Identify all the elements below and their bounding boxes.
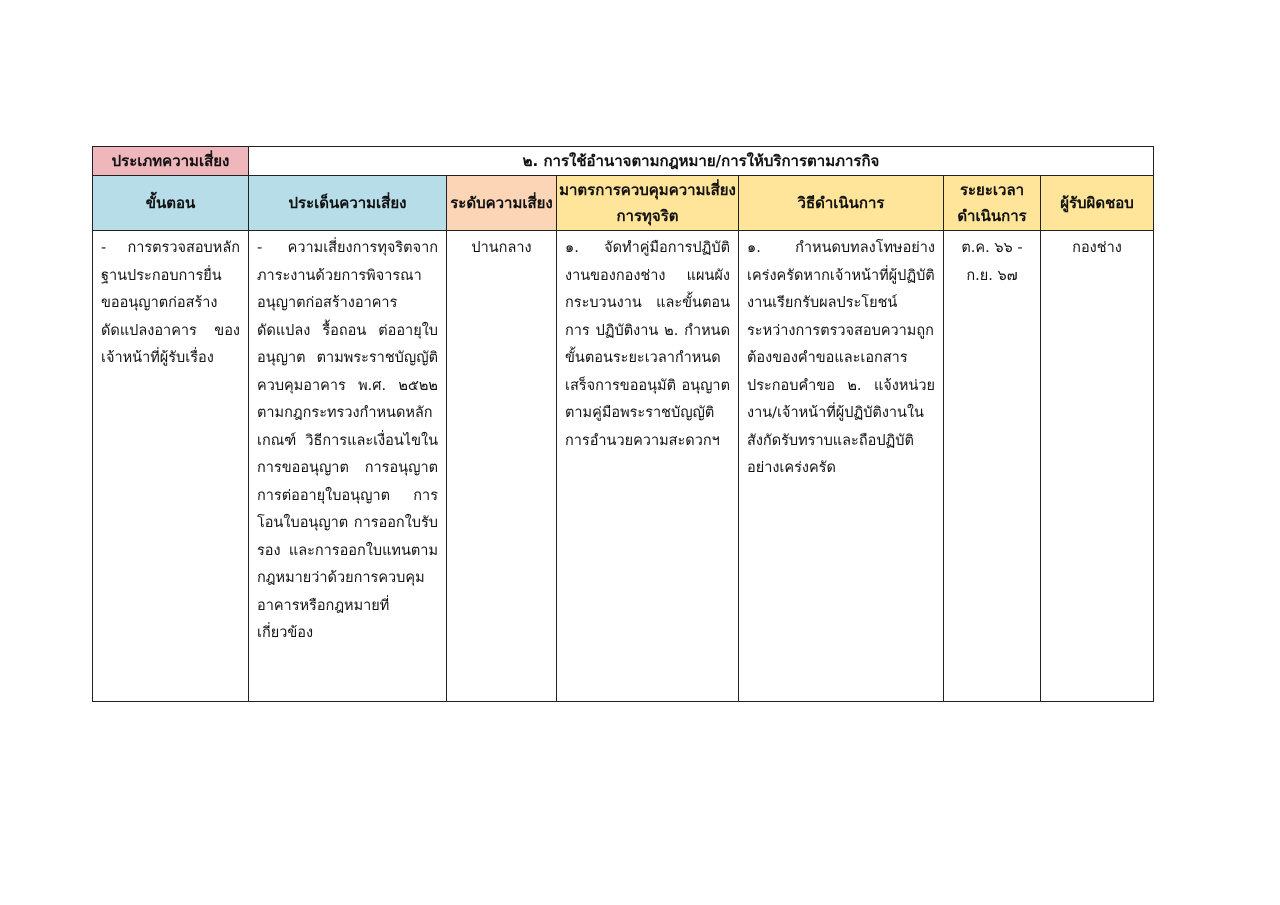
- cell-duration-text: ต.ค. ๖๖ - ก.ย. ๖๗: [961, 240, 1023, 284]
- column-header-responsible: ผู้รับผิดชอบ: [1041, 176, 1154, 231]
- column-header-risk-issue: ประเด็นความเสี่ยง: [249, 176, 447, 231]
- cell-responsible-text: กองช่าง: [1072, 240, 1122, 256]
- risk-type-title: ๒. การใช้อำนาจตามกฎหมาย/การให้บริการตามภารกิจ: [249, 147, 1154, 176]
- cell-responsible: [1041, 231, 1154, 702]
- cell-method-text: ๑. กำหนดบทลงโทษอย่างเคร่งครัดหากเจ้าหน้าที่ผู้ปฏิบัติงานเรียกรับผลประโยชน์ระหว่างการตรวจสอบความถูกต้องของคำขอและเอกสารประกอบคำขอ ๒. แจ้งหน่วยงาน/เจ้าหน้าที่ผู้ปฏิบัติงานในสังกัดรับทราบและถือปฏิบัติอย่างเคร่งครัด: [747, 240, 935, 476]
- cell-risk-level-text: ปานกลาง: [471, 240, 532, 256]
- cell-control-measures: [557, 231, 739, 702]
- column-header-duration: ระยะเวลาดำเนินการ: [944, 176, 1041, 231]
- cell-step-text: - การตรวจสอบหลักฐานประกอบการยื่นขออนุญาตก่อสร้าง ดัดแปลงอาคาร ของเจ้าหน้าที่ผู้รับเรื่อง: [101, 240, 240, 366]
- cell-risk-level: [447, 231, 557, 702]
- cell-risk-issue: [249, 231, 447, 702]
- risk-type-label: ประเภทความเสี่ยง: [93, 147, 249, 176]
- column-header-control-measures: มาตรการควบคุมความเสี่ยงการทุจริต: [557, 176, 739, 231]
- risk-type-row: [93, 147, 1154, 176]
- cell-method: [739, 231, 944, 702]
- column-header-method: วิธีดำเนินการ: [739, 176, 944, 231]
- cell-step: [93, 231, 249, 702]
- table-row: [93, 231, 1154, 702]
- column-header-risk-level: ระดับความเสี่ยง: [447, 176, 557, 231]
- column-header-row: [93, 176, 1154, 231]
- cell-risk-issue-text: - ความเสี่ยงการทุจริตจากภาระงานด้วยการพิจารณาอนุญาตก่อสร้างอาคาร ดัดแปลง รื้อถอน ต่ออายุใบอนุญาต ตามพระราชบัญญัติควบคุมอาคาร พ.ศ. ๒๕๒๒ ตามกฎกระทรวงกำหนดหลักเกณฑ์ วิธีการและเงื่อนไขในการขออนุญาต การอนุญาต การต่ออายุใบอนุญาต การโอนใบอนุญาต การออกใบรับรอง และการออกใบแทนตามกฎหมายว่าด้วยการควบคุมอาคารหรือกฎหมายที่เกี่ยวข้อง: [257, 240, 438, 641]
- risk-table: [92, 146, 1154, 702]
- column-header-step: ขั้นตอน: [93, 176, 249, 231]
- cell-control-measures-text: ๑. จัดทำคู่มือการปฏิบัติงานของกองช่าง แผนผัง กระบวนงาน และขั้นตอนการ ปฏิบัติงาน ๒. กำหนดขั้นตอนระยะเวลากำหนดเสร็จการขออนุมัติ อนุญาตตามคู่มือพระราชบัญญัติการอำนวยความสะดวกฯ: [565, 240, 730, 449]
- cell-duration: [944, 231, 1041, 702]
